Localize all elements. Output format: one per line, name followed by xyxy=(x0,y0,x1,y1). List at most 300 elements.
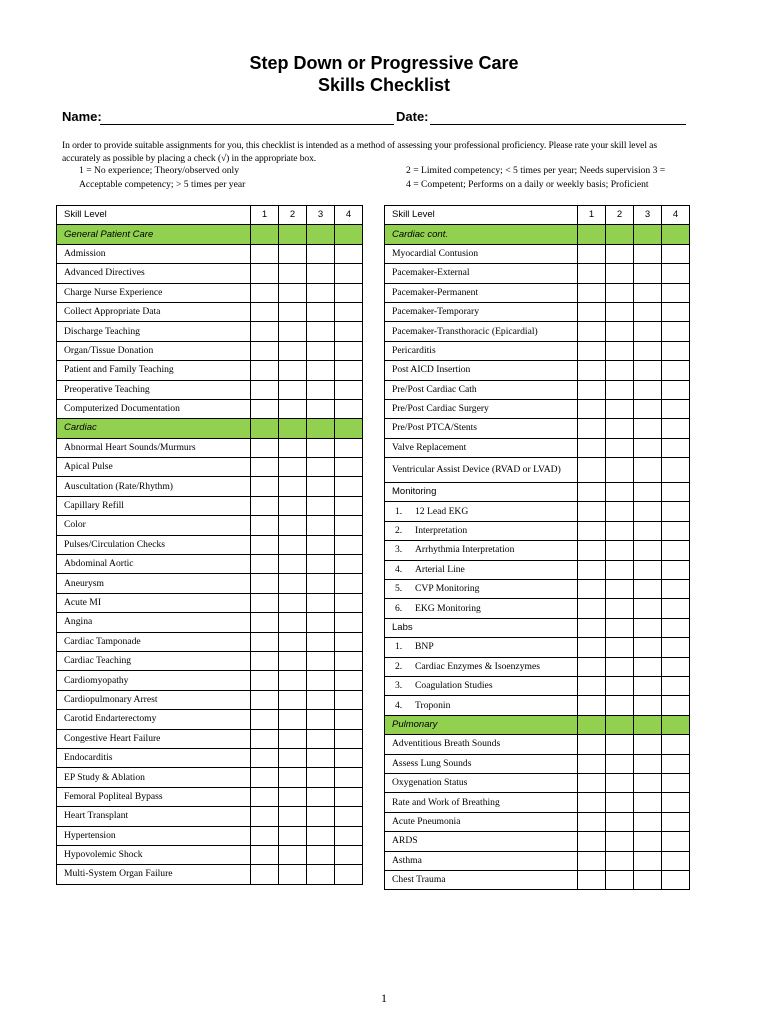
rating-box-4[interactable] xyxy=(335,438,363,457)
rating-box-1[interactable] xyxy=(251,593,279,612)
rating-box-2[interactable] xyxy=(279,768,307,787)
rating-box-1[interactable] xyxy=(578,812,606,831)
rating-box-4[interactable] xyxy=(335,787,363,806)
rating-box-3[interactable] xyxy=(634,244,662,263)
rating-box-2[interactable] xyxy=(279,729,307,748)
rating-box-3[interactable] xyxy=(307,380,335,399)
rating-box-4[interactable] xyxy=(662,832,690,851)
rating-box-2[interactable] xyxy=(279,283,307,302)
rating-box-4[interactable] xyxy=(662,560,690,579)
rating-box-3[interactable] xyxy=(634,380,662,399)
rating-box-1[interactable] xyxy=(578,735,606,754)
rating-box-1[interactable] xyxy=(578,696,606,715)
rating-box-2 xyxy=(606,483,634,502)
rating-box-3[interactable] xyxy=(634,638,662,657)
rating-box-1[interactable] xyxy=(578,438,606,457)
skill-label: Chest Trauma xyxy=(385,870,578,889)
rating-box-4[interactable] xyxy=(335,244,363,263)
rating-box-2[interactable] xyxy=(606,676,634,695)
skill-label: Pre/Post Cardiac Surgery xyxy=(385,399,578,418)
rating-box-2[interactable] xyxy=(606,793,634,812)
rating-box-3[interactable] xyxy=(307,613,335,632)
skill-label xyxy=(385,541,578,560)
rating-box-3[interactable] xyxy=(634,870,662,889)
score-header-3: 3 xyxy=(307,206,335,225)
item-text: Troponin xyxy=(415,699,451,711)
rating-box-1 xyxy=(251,419,279,438)
rating-box-3[interactable] xyxy=(307,729,335,748)
rating-box-1[interactable] xyxy=(251,671,279,690)
rating-box-4[interactable] xyxy=(662,283,690,302)
rating-box-1[interactable] xyxy=(578,521,606,540)
rating-box-2[interactable] xyxy=(606,832,634,851)
rating-box-3[interactable] xyxy=(634,322,662,341)
rating-box-4[interactable] xyxy=(335,768,363,787)
rating-box-2[interactable] xyxy=(606,870,634,889)
table-row xyxy=(385,302,690,321)
skill-label: Pre/Post Cardiac Cath xyxy=(385,380,578,399)
rating-box-1[interactable] xyxy=(578,773,606,792)
rating-box-4[interactable] xyxy=(662,264,690,283)
rating-box-2[interactable] xyxy=(606,638,634,657)
rating-box-1[interactable] xyxy=(578,244,606,263)
rating-box-4[interactable] xyxy=(335,458,363,477)
rating-box-4[interactable] xyxy=(662,851,690,870)
rating-box-3[interactable] xyxy=(634,560,662,579)
rating-box-1[interactable] xyxy=(251,574,279,593)
rating-box-4[interactable] xyxy=(662,541,690,560)
rating-box-4[interactable] xyxy=(662,793,690,812)
rating-box-4[interactable] xyxy=(335,574,363,593)
rating-box-4[interactable] xyxy=(662,580,690,599)
rating-box-1[interactable] xyxy=(578,361,606,380)
item-text: 12 Lead EKG xyxy=(415,505,469,517)
rating-box-2[interactable] xyxy=(606,244,634,263)
rating-box-2[interactable] xyxy=(279,516,307,535)
rating-box-4[interactable] xyxy=(662,812,690,831)
rating-box-2[interactable] xyxy=(279,671,307,690)
rating-box-4[interactable] xyxy=(335,671,363,690)
rating-box-4[interactable] xyxy=(335,826,363,845)
table-row xyxy=(385,812,690,831)
rating-box-3[interactable] xyxy=(634,773,662,792)
rating-box-2[interactable] xyxy=(606,541,634,560)
rating-box-4[interactable] xyxy=(335,651,363,670)
rating-box-4[interactable] xyxy=(335,322,363,341)
rating-box-4[interactable] xyxy=(662,638,690,657)
skill-label: Myocardial Contusion xyxy=(385,244,578,263)
date-underline[interactable] xyxy=(430,124,686,125)
rating-box-3[interactable] xyxy=(634,676,662,695)
rating-box-2[interactable] xyxy=(279,787,307,806)
skill-label: Cardiopulmonary Arrest xyxy=(57,690,251,709)
item-text: Interpretation xyxy=(415,525,468,537)
rating-box-3[interactable] xyxy=(634,283,662,302)
rating-box-2[interactable] xyxy=(606,773,634,792)
rating-box-2[interactable] xyxy=(606,580,634,599)
table-row xyxy=(385,735,690,754)
rating-box-1[interactable] xyxy=(578,264,606,283)
rating-box-2[interactable] xyxy=(279,458,307,477)
rating-box-1[interactable] xyxy=(251,613,279,632)
rating-box-1[interactable] xyxy=(578,832,606,851)
legend-3: Acceptable competency; > 5 times per year xyxy=(79,179,246,190)
rating-box-2[interactable] xyxy=(279,710,307,729)
rating-box-3[interactable] xyxy=(307,826,335,845)
rating-box-1[interactable] xyxy=(251,651,279,670)
rating-box-4[interactable] xyxy=(662,735,690,754)
rating-box-3[interactable] xyxy=(307,768,335,787)
rating-box-1[interactable] xyxy=(578,676,606,695)
rating-box-3[interactable] xyxy=(634,754,662,773)
rating-box-4[interactable] xyxy=(335,516,363,535)
rating-box-2[interactable] xyxy=(606,264,634,283)
rating-box-4[interactable] xyxy=(335,845,363,864)
rating-box-3[interactable] xyxy=(634,832,662,851)
rating-box-4[interactable] xyxy=(335,380,363,399)
table-row xyxy=(385,696,690,715)
rating-box-1[interactable] xyxy=(578,302,606,321)
rating-box-3[interactable] xyxy=(307,574,335,593)
rating-box-2[interactable] xyxy=(279,361,307,380)
rating-box-3[interactable] xyxy=(634,302,662,321)
rating-box-3[interactable] xyxy=(634,735,662,754)
rating-box-1[interactable] xyxy=(251,302,279,321)
rating-box-1[interactable] xyxy=(578,638,606,657)
item-text: Cardiac Enzymes & Isoenzymes xyxy=(415,660,540,672)
rating-box-1[interactable] xyxy=(578,341,606,360)
rating-box-3[interactable] xyxy=(307,302,335,321)
rating-box-3[interactable] xyxy=(307,651,335,670)
skill-label: Capillary Refill xyxy=(57,496,251,515)
table-row xyxy=(385,638,690,657)
rating-box-3[interactable] xyxy=(307,710,335,729)
rating-box-4[interactable] xyxy=(335,361,363,380)
rating-box-3[interactable] xyxy=(634,438,662,457)
rating-box-3[interactable] xyxy=(307,807,335,826)
rating-box-4[interactable] xyxy=(335,399,363,418)
rating-box-3[interactable] xyxy=(634,812,662,831)
rating-box-2[interactable] xyxy=(606,341,634,360)
rating-box-1[interactable] xyxy=(251,264,279,283)
rating-box-1[interactable] xyxy=(251,516,279,535)
rating-box-3[interactable] xyxy=(307,244,335,263)
rating-box-4[interactable] xyxy=(662,322,690,341)
rating-box-4[interactable] xyxy=(335,341,363,360)
table-row xyxy=(57,845,363,864)
rating-box-2[interactable] xyxy=(279,399,307,418)
rating-box-3[interactable] xyxy=(634,361,662,380)
rating-box-2[interactable] xyxy=(279,593,307,612)
rating-box-1[interactable] xyxy=(251,845,279,864)
rating-box-1[interactable] xyxy=(251,729,279,748)
rating-box-3[interactable] xyxy=(307,690,335,709)
rating-box-2[interactable] xyxy=(279,477,307,496)
rating-box-2[interactable] xyxy=(279,555,307,574)
rating-box-1[interactable] xyxy=(251,341,279,360)
rating-box-3[interactable] xyxy=(307,516,335,535)
section-header-row xyxy=(57,419,363,438)
rating-box-2[interactable] xyxy=(279,748,307,767)
rating-box-3[interactable] xyxy=(634,521,662,540)
rating-box-1[interactable] xyxy=(251,244,279,263)
rating-box-2[interactable] xyxy=(606,521,634,540)
rating-box-3[interactable] xyxy=(307,341,335,360)
rating-box-3[interactable] xyxy=(634,599,662,618)
rating-box-1[interactable] xyxy=(578,322,606,341)
rating-box-1[interactable] xyxy=(578,399,606,418)
rating-box-1[interactable] xyxy=(578,380,606,399)
rating-box-4[interactable] xyxy=(335,613,363,632)
rating-box-1[interactable] xyxy=(251,826,279,845)
table-row xyxy=(385,419,690,438)
rating-box-3[interactable] xyxy=(634,264,662,283)
rating-box-3[interactable] xyxy=(634,580,662,599)
rating-box-4[interactable] xyxy=(335,264,363,283)
rating-box-3[interactable] xyxy=(307,477,335,496)
rating-box-4[interactable] xyxy=(335,535,363,554)
rating-box-2[interactable] xyxy=(606,560,634,579)
rating-box-4 xyxy=(662,225,690,244)
rating-box-2[interactable] xyxy=(279,302,307,321)
rating-box-1[interactable] xyxy=(578,580,606,599)
rating-box-1[interactable] xyxy=(578,851,606,870)
rating-box-2[interactable] xyxy=(279,865,307,884)
rating-box-3[interactable] xyxy=(307,787,335,806)
rating-box-3[interactable] xyxy=(634,341,662,360)
rating-box-4[interactable] xyxy=(662,380,690,399)
rating-box-1[interactable] xyxy=(251,632,279,651)
rating-box-2[interactable] xyxy=(279,845,307,864)
rating-box-3[interactable] xyxy=(307,865,335,884)
table-row xyxy=(57,710,363,729)
rating-box-1[interactable] xyxy=(578,754,606,773)
rating-box-3[interactable] xyxy=(634,458,662,483)
rating-box-2[interactable] xyxy=(606,735,634,754)
rating-box-3[interactable] xyxy=(307,555,335,574)
rating-box-2[interactable] xyxy=(279,341,307,360)
rating-box-3[interactable] xyxy=(634,419,662,438)
rating-box-1[interactable] xyxy=(251,283,279,302)
rating-box-3[interactable] xyxy=(634,793,662,812)
rating-box-1[interactable] xyxy=(578,560,606,579)
rating-box-1[interactable] xyxy=(251,361,279,380)
rating-box-2[interactable] xyxy=(279,244,307,263)
table-row xyxy=(57,516,363,535)
rating-box-2[interactable] xyxy=(279,496,307,515)
rating-box-2[interactable] xyxy=(606,322,634,341)
rating-box-1[interactable] xyxy=(578,793,606,812)
rating-box-3[interactable] xyxy=(307,399,335,418)
score-header-4: 4 xyxy=(662,206,690,225)
rating-box-2[interactable] xyxy=(606,599,634,618)
rating-box-2[interactable] xyxy=(606,361,634,380)
rating-box-3[interactable] xyxy=(307,458,335,477)
rating-box-1[interactable] xyxy=(578,541,606,560)
rating-box-4[interactable] xyxy=(335,710,363,729)
rating-box-4[interactable] xyxy=(335,302,363,321)
rating-box-4[interactable] xyxy=(662,773,690,792)
rating-box-3[interactable] xyxy=(307,748,335,767)
rating-box-2[interactable] xyxy=(606,696,634,715)
rating-box-4[interactable] xyxy=(662,419,690,438)
rating-box-1[interactable] xyxy=(251,322,279,341)
rating-box-1[interactable] xyxy=(578,458,606,483)
rating-box-2[interactable] xyxy=(279,438,307,457)
rating-box-1[interactable] xyxy=(251,477,279,496)
rating-box-1[interactable] xyxy=(251,535,279,554)
table-row xyxy=(385,851,690,870)
rating-box-3[interactable] xyxy=(307,535,335,554)
table-row xyxy=(57,807,363,826)
rating-box-2[interactable] xyxy=(279,380,307,399)
rating-box-4[interactable] xyxy=(662,302,690,321)
skill-label: Ventricular Assist Device (RVAD or LVAD) xyxy=(385,458,578,483)
rating-box-1[interactable] xyxy=(251,748,279,767)
rating-box-2[interactable] xyxy=(606,754,634,773)
rating-box-4[interactable] xyxy=(335,555,363,574)
rating-box-3[interactable] xyxy=(307,496,335,515)
skill-label: Asthma xyxy=(385,851,578,870)
rating-box-3[interactable] xyxy=(634,399,662,418)
rating-box-1[interactable] xyxy=(251,458,279,477)
skill-label: Patient and Family Teaching xyxy=(57,361,251,380)
table-row xyxy=(57,787,363,806)
rating-box-3[interactable] xyxy=(307,632,335,651)
table-row xyxy=(385,283,690,302)
name-underline[interactable] xyxy=(100,124,394,125)
rating-box-1[interactable] xyxy=(251,710,279,729)
rating-box-1[interactable] xyxy=(251,496,279,515)
rating-box-2[interactable] xyxy=(279,535,307,554)
rating-box-1[interactable] xyxy=(578,419,606,438)
rating-box-4[interactable] xyxy=(662,399,690,418)
rating-box-2[interactable] xyxy=(606,302,634,321)
rating-box-3[interactable] xyxy=(634,851,662,870)
rating-box-4[interactable] xyxy=(662,696,690,715)
rating-box-3[interactable] xyxy=(307,845,335,864)
rating-box-4[interactable] xyxy=(662,657,690,676)
rating-box-1[interactable] xyxy=(251,807,279,826)
rating-box-1[interactable] xyxy=(578,599,606,618)
rating-box-2[interactable] xyxy=(606,657,634,676)
rating-box-4[interactable] xyxy=(662,754,690,773)
rating-box-4[interactable] xyxy=(662,870,690,889)
table-row xyxy=(385,502,690,521)
rating-box-2[interactable] xyxy=(606,283,634,302)
rating-box-4[interactable] xyxy=(335,729,363,748)
rating-box-3[interactable] xyxy=(307,283,335,302)
rating-box-4[interactable] xyxy=(335,477,363,496)
rating-box-3[interactable] xyxy=(307,322,335,341)
table-row xyxy=(57,671,363,690)
table-row xyxy=(385,264,690,283)
rating-box-1[interactable] xyxy=(251,690,279,709)
skill-label xyxy=(385,560,578,579)
rating-box-4[interactable] xyxy=(662,361,690,380)
table-row xyxy=(385,361,690,380)
rating-box-4[interactable] xyxy=(662,502,690,521)
skill-label: Oxygenation Status xyxy=(385,773,578,792)
rating-box-1[interactable] xyxy=(578,502,606,521)
rating-box-3[interactable] xyxy=(634,502,662,521)
rating-box-2[interactable] xyxy=(606,419,634,438)
rating-box-2[interactable] xyxy=(606,502,634,521)
skill-label: Color xyxy=(57,516,251,535)
rating-box-1[interactable] xyxy=(578,657,606,676)
rating-box-1[interactable] xyxy=(251,399,279,418)
rating-box-4[interactable] xyxy=(335,748,363,767)
rating-box-4[interactable] xyxy=(335,632,363,651)
rating-box-4[interactable] xyxy=(662,341,690,360)
rating-box-4[interactable] xyxy=(662,458,690,483)
rating-box-2[interactable] xyxy=(279,264,307,283)
rating-box-4[interactable] xyxy=(662,599,690,618)
rating-box-4[interactable] xyxy=(335,865,363,884)
table-row xyxy=(385,399,690,418)
rating-box-3[interactable] xyxy=(634,541,662,560)
rating-box-3[interactable] xyxy=(634,657,662,676)
rating-box-4[interactable] xyxy=(662,521,690,540)
rating-box-1[interactable] xyxy=(578,870,606,889)
rating-box-1 xyxy=(578,715,606,734)
rating-box-2[interactable] xyxy=(279,826,307,845)
rating-box-3[interactable] xyxy=(307,264,335,283)
rating-box-1[interactable] xyxy=(251,438,279,457)
rating-box-1[interactable] xyxy=(578,283,606,302)
rating-box-2[interactable] xyxy=(279,613,307,632)
table-row xyxy=(385,832,690,851)
rating-box-1[interactable] xyxy=(251,555,279,574)
rating-box-4 xyxy=(662,715,690,734)
rating-box-2[interactable] xyxy=(606,851,634,870)
rating-box-4[interactable] xyxy=(662,244,690,263)
rating-box-3[interactable] xyxy=(307,671,335,690)
section-header-row xyxy=(385,715,690,734)
rating-box-4[interactable] xyxy=(662,676,690,695)
rating-box-3[interactable] xyxy=(307,593,335,612)
rating-box-1[interactable] xyxy=(251,865,279,884)
rating-box-4[interactable] xyxy=(662,438,690,457)
rating-box-4[interactable] xyxy=(335,496,363,515)
rating-box-2[interactable] xyxy=(279,322,307,341)
rating-box-4[interactable] xyxy=(335,593,363,612)
rating-box-4[interactable] xyxy=(335,283,363,302)
rating-box-2[interactable] xyxy=(279,807,307,826)
rating-box-3[interactable] xyxy=(634,696,662,715)
rating-box-1[interactable] xyxy=(251,787,279,806)
rating-box-3[interactable] xyxy=(307,361,335,380)
rating-box-2[interactable] xyxy=(606,399,634,418)
rating-box-2[interactable] xyxy=(606,812,634,831)
rating-box-2[interactable] xyxy=(279,690,307,709)
rating-box-2[interactable] xyxy=(606,458,634,483)
rating-box-2[interactable] xyxy=(279,632,307,651)
title-line-2: Skills Checklist xyxy=(317,75,451,95)
rating-box-4[interactable] xyxy=(335,690,363,709)
table-row xyxy=(57,399,363,418)
table-row xyxy=(57,632,363,651)
rating-box-4[interactable] xyxy=(335,807,363,826)
rating-box-1[interactable] xyxy=(251,768,279,787)
rating-box-3[interactable] xyxy=(307,438,335,457)
rating-box-2[interactable] xyxy=(279,651,307,670)
rating-box-2[interactable] xyxy=(606,438,634,457)
rating-box-2[interactable] xyxy=(279,574,307,593)
skill-label xyxy=(385,580,578,599)
rating-box-1[interactable] xyxy=(251,380,279,399)
rating-box-2[interactable] xyxy=(606,380,634,399)
